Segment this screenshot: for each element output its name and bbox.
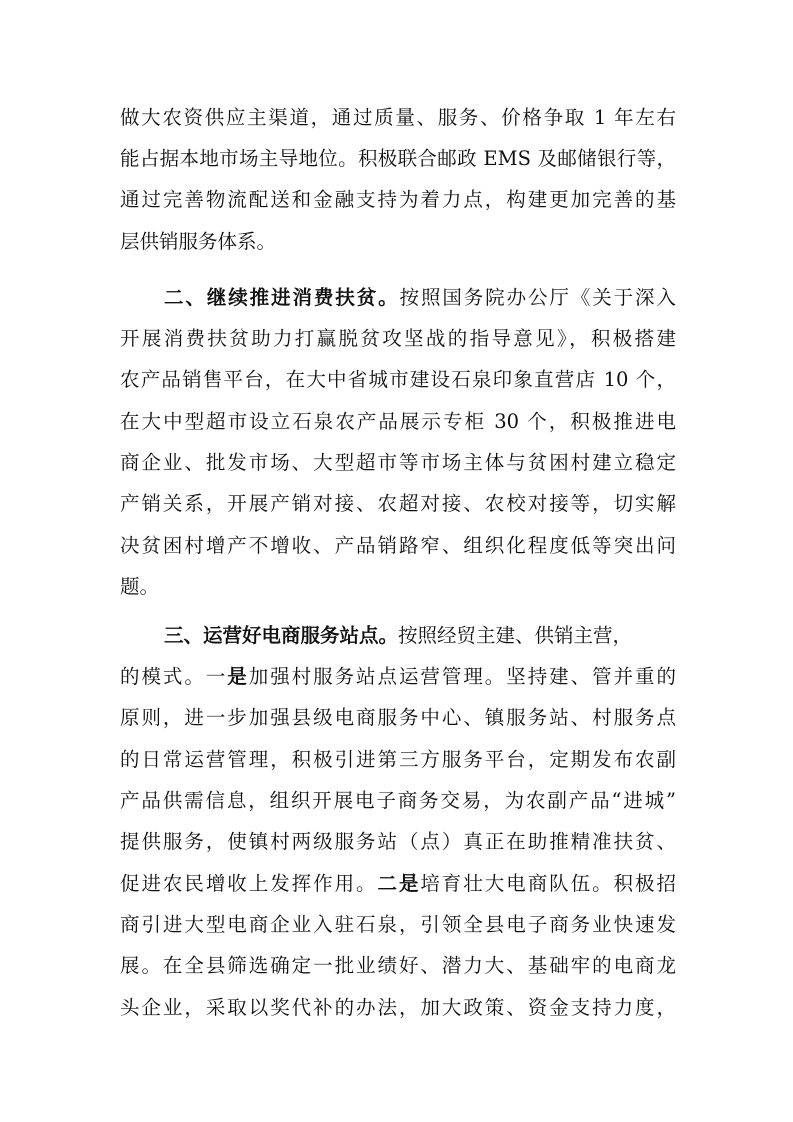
text-line xyxy=(120,282,676,314)
text-line: 通过完善物流配送和金融支持为着力点，构建更加完善的基 xyxy=(120,188,676,211)
text-line: 商引进大型电商企业入驻石泉，引领全县电子商务业快速发 xyxy=(120,913,676,936)
text-line: 开展消费扶贫助力打赢脱贫攻坚战的指导意见》，积极搭建 xyxy=(120,327,676,350)
text-line xyxy=(120,620,676,652)
text-line: 产品供需信息，组织开展电子商务交易，为农副产品“进城” xyxy=(120,789,676,812)
text-line xyxy=(120,661,676,693)
text-line: 层供销服务体系。 xyxy=(120,230,277,253)
section-heading: 二、继续推进消费扶贫。 xyxy=(164,286,400,309)
text-line: 题。 xyxy=(120,575,160,598)
text-line: 的日常运营管理，积极引进第三方服务平台，定期发布农副 xyxy=(120,748,676,771)
text-line: 原则，进一步加强县级电商服务中心、镇服务站、村服务点 xyxy=(120,706,676,729)
emphasis-run: 二是 xyxy=(377,872,421,895)
text-line: 决贫困村增产不增收、产品销路窄、组织化程度低等突出问 xyxy=(120,534,676,557)
text-run: 促进农民增收上发挥作用。 xyxy=(120,872,378,895)
emphasis-run: 是 xyxy=(227,665,249,688)
text-run: 加强村服务站点运营管理。坚持建、管并重的 xyxy=(248,665,676,688)
text-line: 商企业、批发市场、大型超市等市场主体与贫困村建立稳定 xyxy=(120,451,676,474)
text-line: 提供服务，使镇村两级服务站（点）真正在助推精准扶贫、 xyxy=(120,830,676,853)
text-line: 产销关系，开展产销对接、农超对接、农校对接等，切实解 xyxy=(120,492,676,515)
text-line xyxy=(120,868,676,900)
text-line: 能占据本地市场主导地位。积极联合邮政 EMS 及邮储银行等， xyxy=(120,147,676,170)
text-line: 头企业，采取以奖代补的办法，加大政策、资金支持力度， xyxy=(120,996,676,1019)
text-run: 的模式。一 xyxy=(120,665,228,688)
text-line: 在大中型超市设立石泉农产品展示专柜 30 个，积极推进电 xyxy=(120,410,676,433)
section-heading: 三、运营好电商服务站点。 xyxy=(164,624,399,647)
text-run: 培育壮大电商队伍。积极招 xyxy=(420,872,676,895)
text-line: 做大农资供应主渠道，通过质量、服务、价格争取 1 年左右 xyxy=(120,106,676,129)
text-line: 展。在全县筛选确定一批业绩好、潜力大、基础牢的电商龙 xyxy=(120,954,676,977)
text-line: 农产品销售平台，在大中省城市建设石泉印象直营店 10 个， xyxy=(120,368,676,391)
text-run: 按照经贸主建、供销主营， xyxy=(398,624,633,647)
text-run: 按照国务院办公厅《关于深入 xyxy=(399,286,676,309)
